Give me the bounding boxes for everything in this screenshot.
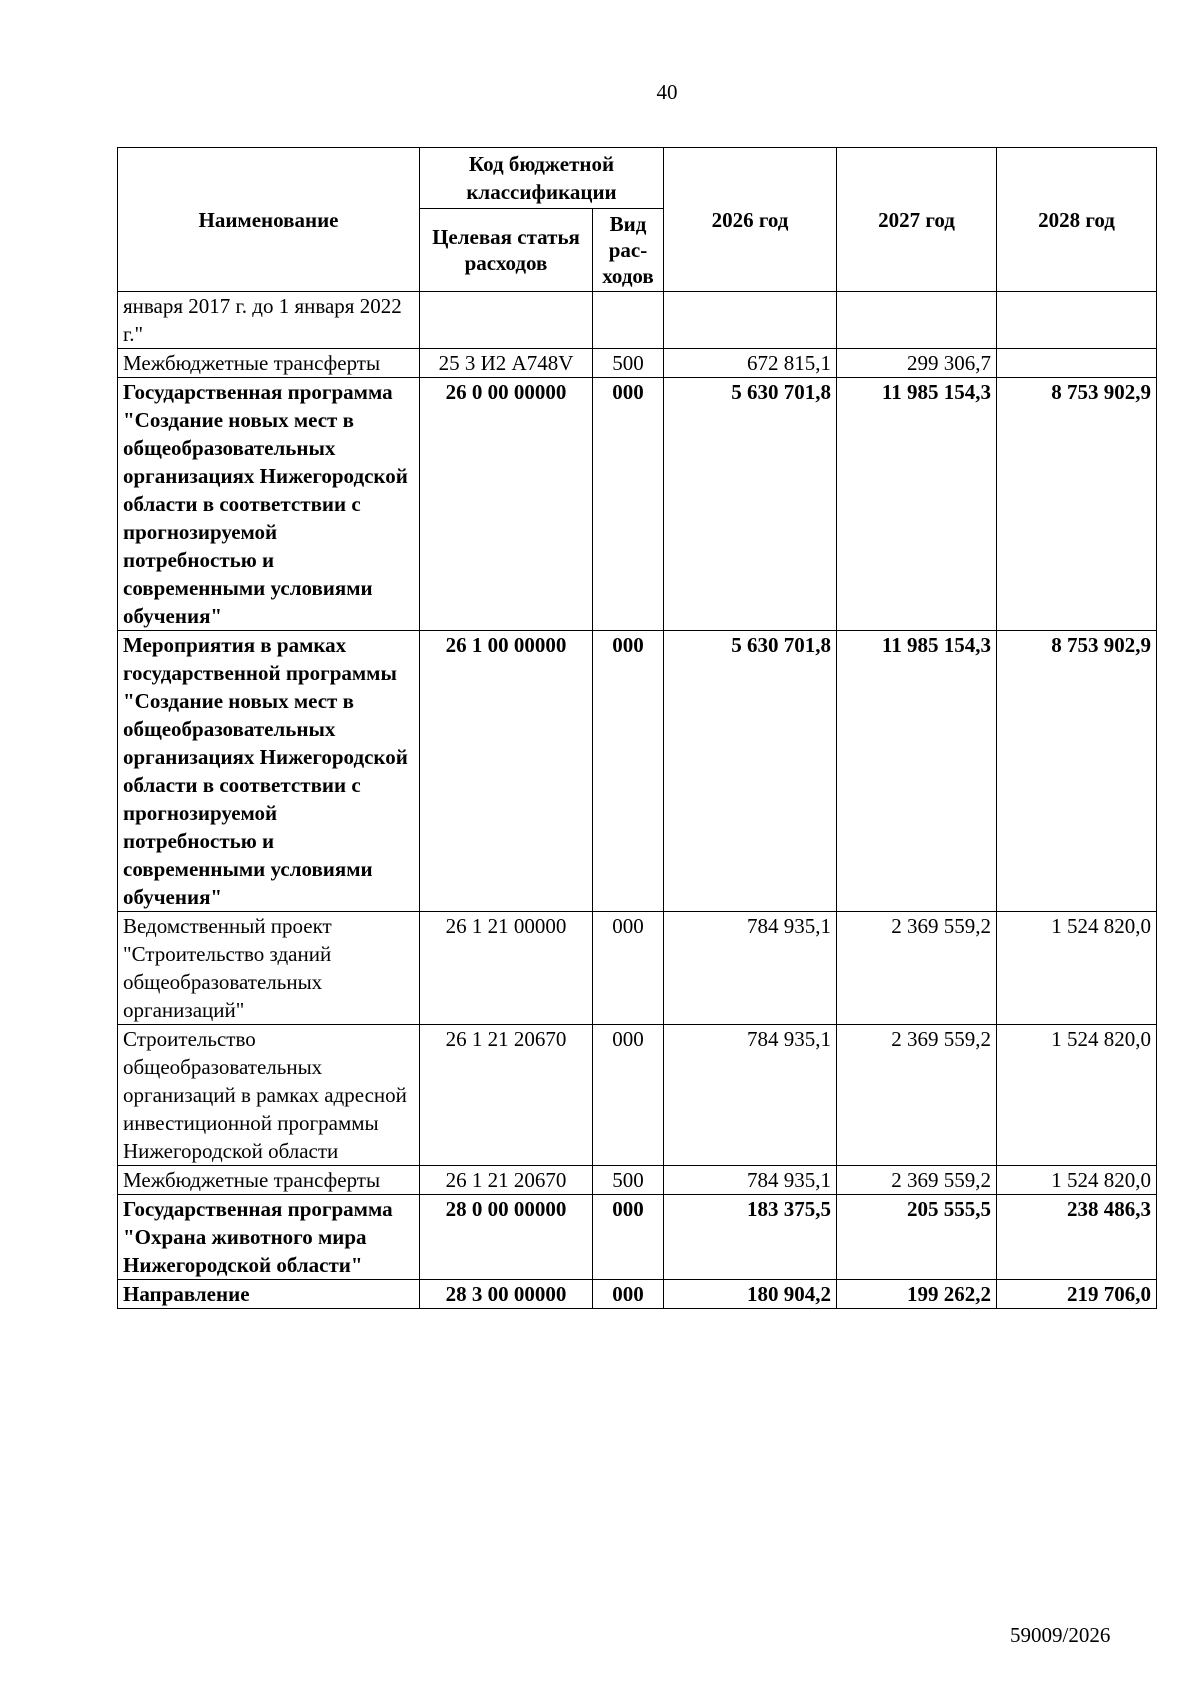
row-value-2027: 2 369 559,2 [837,1166,997,1195]
row-value-2028 [997,349,1157,378]
row-vid-code: 000 [593,1025,664,1166]
row-name: Межбюджетные трансферты [118,349,420,378]
page-number: 40 [656,80,678,104]
row-vid-code [593,292,664,349]
table-row [118,1195,1157,1280]
table-row [118,378,1157,631]
row-target-code: 26 1 00 00000 [420,631,593,912]
table-row [118,912,1157,1025]
row-value-2026: 784 935,1 [664,1166,837,1195]
row-value-2028: 219 706,0 [997,1280,1157,1309]
row-vid-code: 500 [593,349,664,378]
row-target-code [420,292,593,349]
budget-table [117,147,1157,1309]
row-value-2028: 8 753 902,9 [997,631,1157,912]
row-vid-code: 500 [593,1166,664,1195]
row-vid-code: 000 [593,631,664,912]
row-name: Межбюджетные трансферты [118,1166,420,1195]
table-body [118,292,1157,1309]
row-vid-code: 000 [593,1195,664,1280]
row-target-code: 25 3 И2 А748V [420,349,593,378]
row-target-code: 26 1 21 00000 [420,912,593,1025]
row-value-2027: 11 985 154,3 [837,378,997,631]
header-2026: 2026 год [664,148,837,292]
row-value-2026: 183 375,5 [664,1195,837,1280]
row-value-2026: 784 935,1 [664,1025,837,1166]
row-value-2027: 299 306,7 [837,349,997,378]
row-value-2026: 784 935,1 [664,912,837,1025]
table-row [118,292,1157,349]
header-vid: Вид рас-ходов [593,209,664,292]
row-name: января 2017 г. до 1 января 2022 г." [118,292,420,349]
row-value-2026 [664,292,837,349]
table-row [118,631,1157,912]
row-vid-code: 000 [593,1280,664,1309]
header-code-group: Код бюджетной классификации [420,148,664,209]
row-value-2026: 672 815,1 [664,349,837,378]
row-value-2027 [837,292,997,349]
row-target-code: 26 0 00 00000 [420,378,593,631]
row-name: Строительство общеобразовательных организаций в рамках адресной инвестиционной программы Нижегородской области [118,1025,420,1166]
row-name: Государственная программа "Создание новых мест в общеобразовательных организациях Нижегородской области в соответствии с прогнозируемой потребностью и современными условиями обучения" [118,378,420,631]
row-name: Государственная программа "Охрана животного мира Нижегородской области" [118,1195,420,1280]
row-target-code: 26 1 21 20670 [420,1166,593,1195]
header-2028: 2028 год [997,148,1157,292]
row-name: Мероприятия в рамках государственной программы "Создание новых мест в общеобразовательных организациях Нижегородской области в соответствии с прогнозируемой потребностью и современными условиями обучения" [118,631,420,912]
row-value-2028: 1 524 820,0 [997,1025,1157,1166]
table-row [118,1025,1157,1166]
row-value-2027: 2 369 559,2 [837,912,997,1025]
header-name: Наименование [118,148,420,292]
row-value-2026: 5 630 701,8 [664,378,837,631]
header-target: Целевая статья расходов [420,209,593,292]
row-vid-code: 000 [593,378,664,631]
document-code: 59009/2026 [1010,1623,1111,1647]
row-target-code: 28 0 00 00000 [420,1195,593,1280]
row-value-2028 [997,292,1157,349]
row-value-2026: 180 904,2 [664,1280,837,1309]
table-row [118,1280,1157,1309]
row-name: Направление [118,1280,420,1309]
row-target-code: 28 3 00 00000 [420,1280,593,1309]
row-value-2028: 1 524 820,0 [997,1166,1157,1195]
row-name: Ведомственный проект "Строительство зданий общеобразовательных организаций" [118,912,420,1025]
row-value-2026: 5 630 701,8 [664,631,837,912]
header-2027: 2027 год [837,148,997,292]
row-value-2028: 8 753 902,9 [997,378,1157,631]
row-value-2028: 238 486,3 [997,1195,1157,1280]
table-row [118,349,1157,378]
row-value-2027: 2 369 559,2 [837,1025,997,1166]
row-vid-code: 000 [593,912,664,1025]
row-value-2027: 205 555,5 [837,1195,997,1280]
row-value-2028: 1 524 820,0 [997,912,1157,1025]
row-target-code: 26 1 21 20670 [420,1025,593,1166]
row-value-2027: 11 985 154,3 [837,631,997,912]
table-row [118,1166,1157,1195]
row-value-2027: 199 262,2 [837,1280,997,1309]
